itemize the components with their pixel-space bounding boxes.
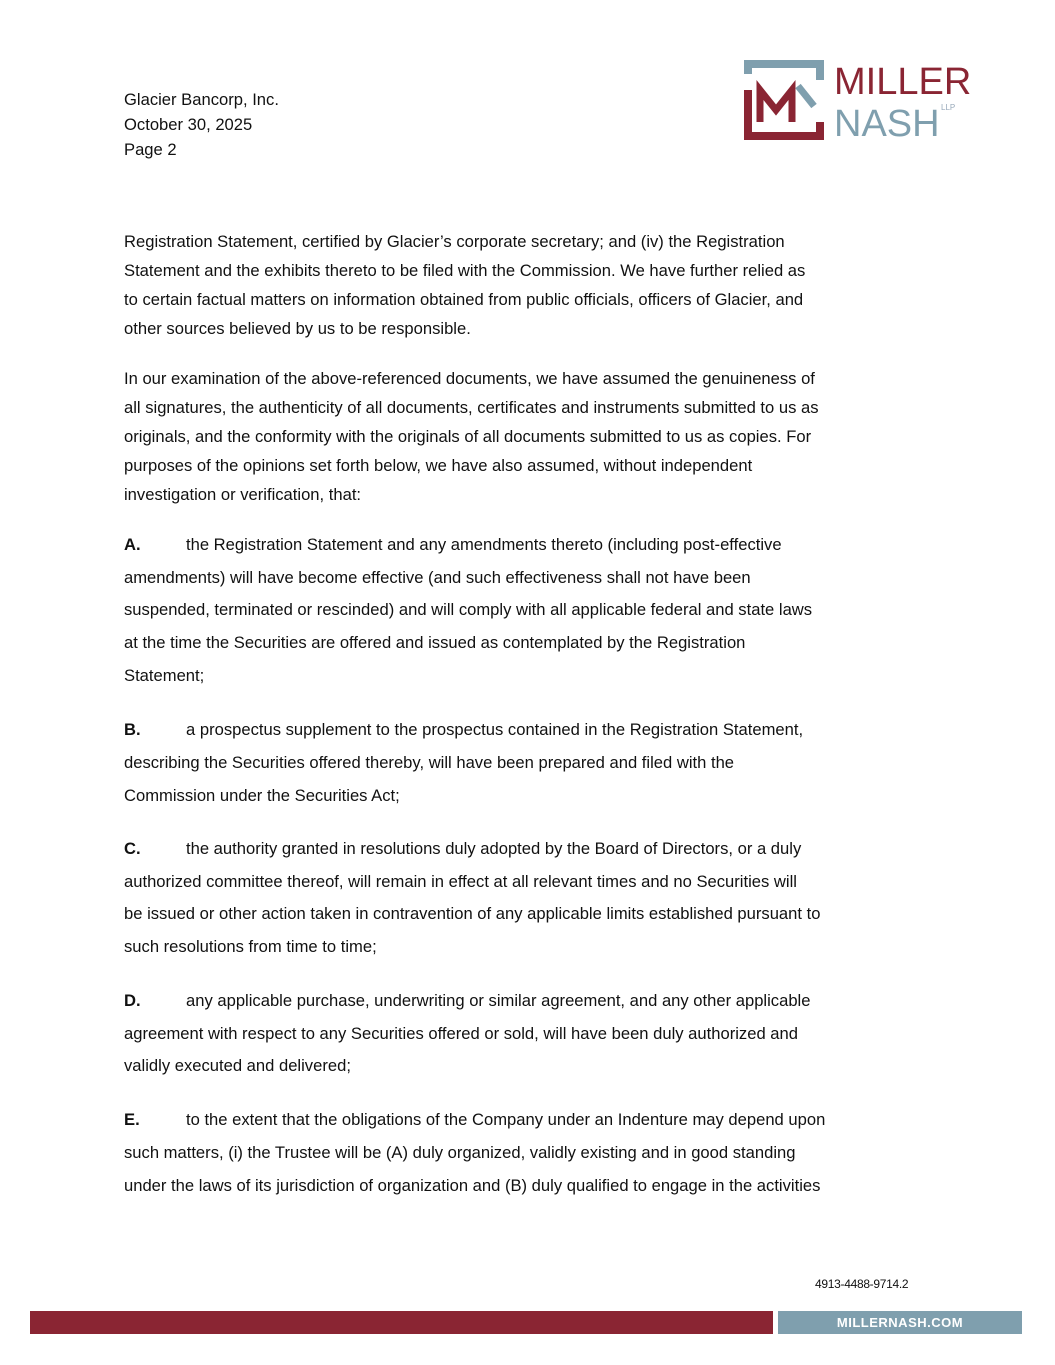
item-line: a prospectus supplement to the prospectus contained in the Registration Statement, [186,720,804,739]
item-line: amendments) will have become effective (and such effectiveness shall not have been [124,568,751,587]
paragraph-line: originals, and the conformity with the originals of all documents submitted to us as copies. For [124,427,812,446]
header-line: October 30, 2025 [124,115,253,134]
item-line: any applicable purchase, underwriting or similar agreement, and any other applicable [186,991,811,1010]
footer-website: MILLERNASH.COM [778,1311,1022,1334]
logo-llp: LLP [941,103,956,112]
paragraph-line: Statement and the exhibits thereto to be filed with the Commission. We have further relied as [124,261,806,280]
logo-miller: MILLER [834,61,972,103]
footer-bar [30,1311,773,1334]
item-line: under the laws of its jurisdiction of organization and (B) duly qualified to engage in the activities [124,1176,821,1195]
item-line: agreement with respect to any Securities offered or sold, will have been duly authorized and [124,1024,798,1043]
document-id: 4913-4488-9714.2 [815,1277,909,1291]
item-line: describing the Securities offered thereby, will have been prepared and filed with the [124,753,735,772]
logo-nash: NASH [834,103,940,140]
item-label: A. [124,535,141,554]
paragraph-line: all signatures, the authenticity of all documents, certificates and instruments submitted to us as [124,398,819,417]
paragraph-line: investigation or verification, that: [124,485,362,504]
item-line: such resolutions from time to time; [124,937,377,956]
miller-nash-logo [744,60,994,140]
paragraph-line: other sources believed by us to be responsible. [124,319,471,338]
header-line: Page 2 [124,140,177,159]
item-line: the authority granted in resolutions duly adopted by the Board of Directors, or a duly [186,839,802,858]
item-line: such matters, (i) the Trustee will be (A) duly organized, validly existing and in good standing [124,1143,796,1162]
item-line: to the extent that the obligations of the Company under an Indenture may depend upon [186,1110,826,1129]
item-line: suspended, terminated or rescinded) and will comply with all applicable federal and state laws [124,600,813,619]
paragraph-line: Registration Statement, certified by Glacier’s corporate secretary; and (iv) the Registration [124,232,785,251]
item-line: authorized committee thereof, will remain in effect at all relevant times and no Securities will [124,872,797,891]
item-line: at the time the Securities are offered and issued as contemplated by the Registration [124,633,746,652]
item-label: C. [124,839,141,858]
item-line: be issued or other action taken in contravention of any applicable limits established pursuant to [124,904,821,923]
item-label: E. [124,1110,140,1129]
item-label: B. [124,720,141,739]
item-line: the Registration Statement and any amendments thereto (including post-effective [186,535,782,554]
paragraph-line: In our examination of the above-referenced documents, we have assumed the genuineness of [124,369,815,388]
item-line: Statement; [124,666,205,685]
item-line: Commission under the Securities Act; [124,786,400,805]
item-label: D. [124,991,141,1010]
item-line: validly executed and delivered; [124,1056,351,1075]
paragraph-line: to certain factual matters on information obtained from public officials, officers of Glacier, and [124,290,804,309]
header-line: Glacier Bancorp, Inc. [124,90,279,109]
paragraph-line: purposes of the opinions set forth below, we have also assumed, without independent [124,456,753,475]
